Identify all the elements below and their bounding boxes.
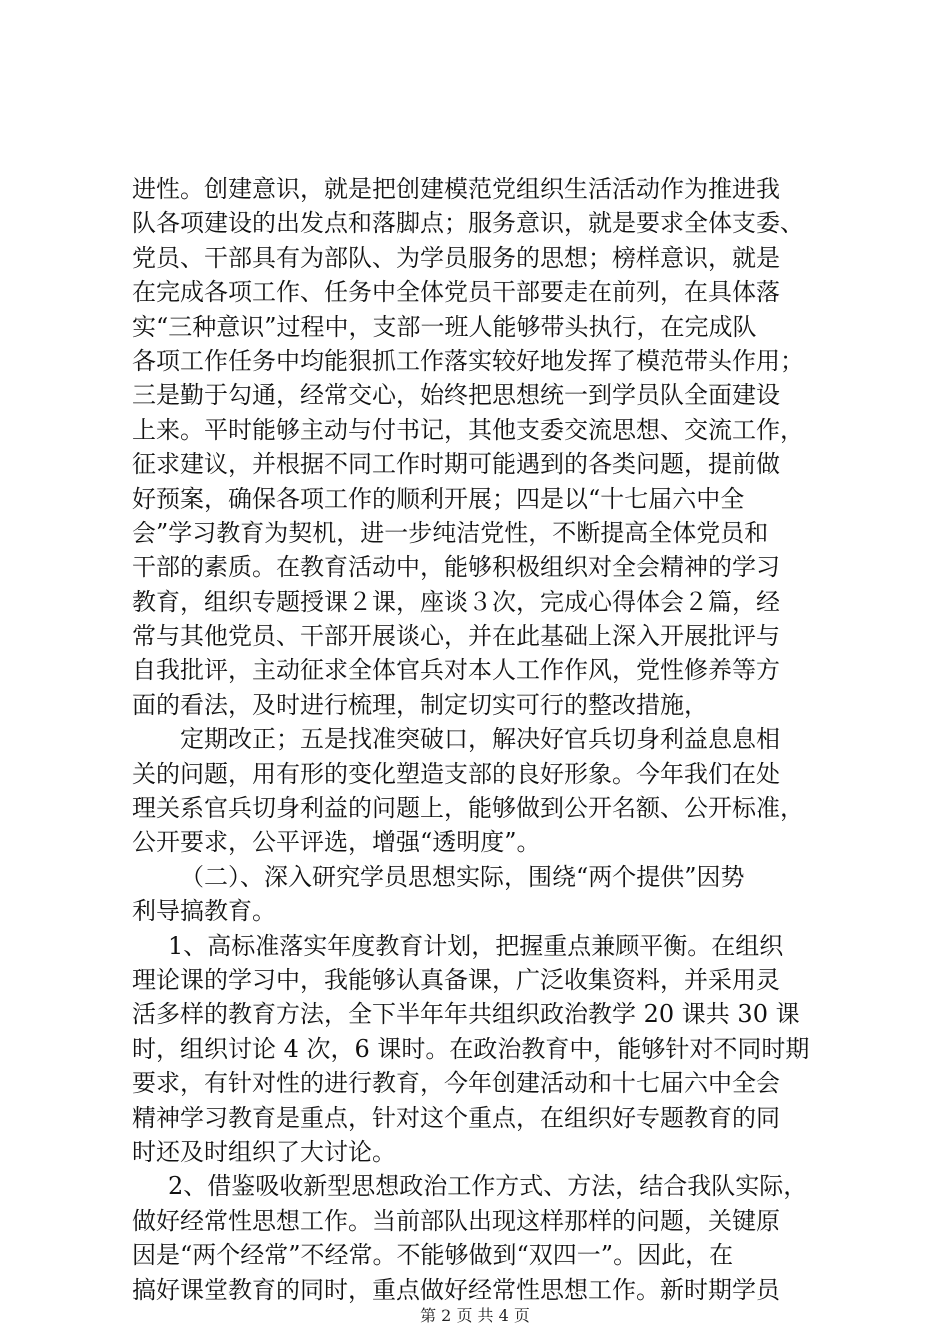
paragraph-start-line: 2、借鉴吸收新型思想政治工作方式、方法，结合我队实际，	[168, 1172, 808, 1201]
text-line: 教育，组织专题授课２课，座谈３次，完成心得体会２篇，经	[132, 587, 780, 616]
text-line: 上来。平时能够主动与付书记，其他支委交流思想、交流工作，	[132, 415, 804, 444]
text-line: 理论课的学习中，我能够认真备课，广泛收集资料，并采用灵	[132, 965, 780, 994]
document-body	[132, 172, 842, 1307]
text-line: 三是勤于勾通，经常交心，始终把思想统一到学员队全面建设	[132, 381, 780, 410]
text-line: 因是“两个经常”不经常。不能够做到“双四一”。因此，在	[132, 1241, 734, 1270]
text-line: 时还及时组织了大讨论。	[132, 1137, 396, 1166]
text-line: 队各项建设的出发点和落脚点；服务意识，就是要求全体支委、	[132, 209, 804, 238]
section-heading-line: 利导搞教育。	[132, 897, 276, 926]
text-line: 干部的素质。在教育活动中，能够积极组织对全会精神的学习	[132, 553, 780, 582]
text-line: 要求，有针对性的进行教育，今年创建活动和十七届六中全会	[132, 1069, 780, 1098]
text-line: 关的问题，用有形的变化塑造支部的良好形象。今年我们在处	[132, 759, 780, 788]
text-line: 常与其他党员、干部开展谈心，并在此基础上深入开展批评与	[132, 622, 780, 651]
text-line: 面的看法，及时进行梳理，制定切实可行的整改措施，	[132, 690, 708, 719]
text-line: 自我批评，主动征求全体官兵对本人工作作风，党性修养等方	[132, 656, 780, 685]
text-line: 精神学习教育是重点，针对这个重点，在组织好专题教育的同	[132, 1103, 780, 1132]
page-number-footer: 第 2 页 共 4 页	[420, 1306, 530, 1325]
text-line: 活多样的教育方法，全下半年年共组织政治教学 20 课共 30 课	[132, 1000, 800, 1029]
text-line: 进性。创建意识，就是把创建模范党组织生活活动作为推进我	[132, 175, 780, 203]
text-line: 做好经常性思想工作。当前部队出现这样那样的问题，关键原	[132, 1206, 780, 1235]
text-line: 实“三种意识”过程中，支部一班人能够带头执行，在完成队	[132, 312, 757, 341]
text-line: 好预案，确保各项工作的顺利开展；四是以“十七届六中全	[132, 484, 745, 513]
text-line: 征求建议，并根据不同工作时期可能遇到的各类问题，提前做	[132, 450, 780, 479]
text-line: 理关系官兵切身利益的问题上，能够做到公开名额、公开标准，	[132, 794, 804, 823]
text-line: 搞好课堂教育的同时，重点做好经常性思想工作。新时期学员	[132, 1275, 780, 1304]
text-line: 各项工作任务中均能狠抓工作落实较好地发挥了模范带头作用；	[132, 346, 804, 375]
paragraph-start-line: 定期改正；五是找准突破口，解决好官兵切身利益息息相	[180, 725, 780, 754]
text-line: 党员、干部具有为部队、为学员服务的思想；榜样意识，就是	[132, 243, 780, 272]
text-line: 会”学习教育为契机，进一步纯洁党性，不断提高全体党员和	[132, 518, 769, 547]
text-line: 在完成各项工作、任务中全体党员干部要走在前列，在具体落	[132, 278, 780, 307]
paragraph-start-line: 1、高标准落实年度教育计划，把握重点兼顾平衡。在组织	[168, 931, 784, 960]
section-heading-line: （二）、深入研究学员思想实际，围绕“两个提供”因势	[180, 862, 745, 891]
text-line: 时，组织讨论 4 次，6 课时。在政治教育中，能够针对不同时期	[132, 1034, 810, 1063]
text-line: 公开要求，公平评选，增强“透明度”。	[132, 828, 541, 857]
